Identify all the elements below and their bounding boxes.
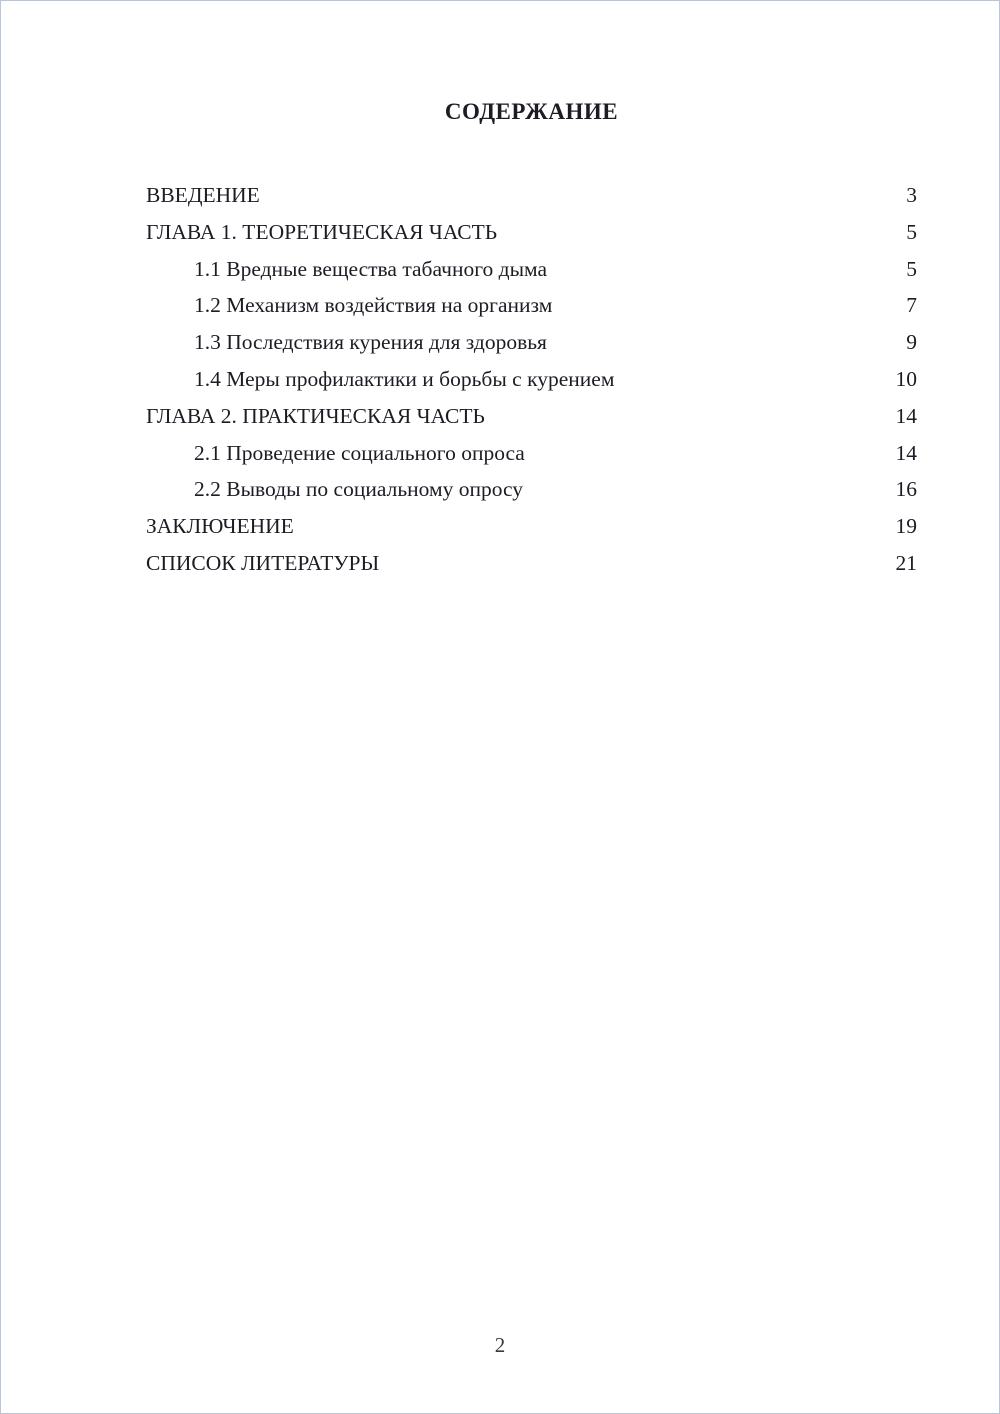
page-title: СОДЕРЖАНИЕ bbox=[444, 99, 619, 124]
toc-entry bbox=[146, 471, 917, 508]
toc-entry-page: 14 bbox=[895, 403, 917, 428]
toc-entry-label: 1.3 Последствия курения для здоровья bbox=[194, 330, 547, 355]
toc-entry bbox=[146, 398, 917, 435]
toc-entry bbox=[146, 324, 917, 361]
toc-entry bbox=[146, 287, 917, 324]
toc-entry-page: 10 bbox=[895, 366, 917, 391]
toc-entry-page: 7 bbox=[906, 293, 917, 318]
toc-entry-page: 14 bbox=[895, 440, 917, 465]
toc-entry-label: ВВЕДЕНИЕ bbox=[146, 183, 260, 207]
toc-entry-label: ЗАКЛЮЧЕНИЕ bbox=[146, 514, 294, 539]
toc-entry-label: 2.1 Проведение социального опроса bbox=[194, 440, 525, 465]
toc-entry bbox=[146, 545, 917, 582]
toc-entry-label: ГЛАВА 1. ТЕОРЕТИЧЕСКАЯ ЧАСТЬ bbox=[146, 219, 498, 244]
toc-entry bbox=[146, 214, 917, 251]
toc-entry-page: 21 bbox=[895, 550, 917, 575]
toc-entry-page: 16 bbox=[895, 477, 917, 502]
toc-entry bbox=[146, 361, 917, 398]
page-number: 2 bbox=[494, 1333, 506, 1357]
toc-entry-label: ГЛАВА 2. ПРАКТИЧЕСКАЯ ЧАСТЬ bbox=[146, 403, 485, 428]
toc-entry-label: СПИСОК ЛИТЕРАТУРЫ bbox=[146, 550, 380, 575]
toc-entry-label: 1.1 Вредные вещества табачного дыма bbox=[194, 256, 548, 281]
toc-entry bbox=[146, 435, 917, 472]
toc-entry-page: 5 bbox=[906, 219, 917, 244]
toc-entry-label: 1.4 Меры профилактики и борьбы с курением bbox=[194, 366, 615, 391]
toc-entry-page: 9 bbox=[906, 330, 917, 355]
toc-entry-label: 1.2 Механизм воздействия на организм bbox=[194, 293, 553, 318]
toc-entry-page: 5 bbox=[906, 256, 917, 281]
toc-entry-page: 3 bbox=[906, 183, 917, 207]
toc-entry-page: 19 bbox=[895, 514, 917, 539]
table-of-contents bbox=[146, 177, 917, 582]
toc-entry-label: 2.2 Выводы по социальному опросу bbox=[194, 477, 524, 502]
page-content bbox=[146, 1, 917, 582]
toc-entry bbox=[146, 508, 917, 545]
toc-entry bbox=[146, 177, 917, 214]
toc-entry bbox=[146, 251, 917, 288]
